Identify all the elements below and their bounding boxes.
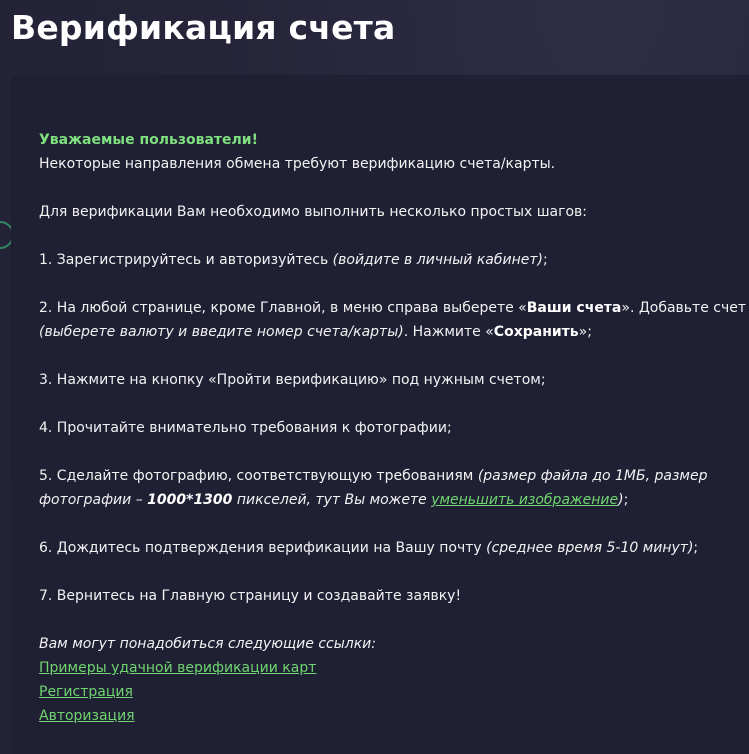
verification-examples-link[interactable]: Примеры удачной верификации карт (39, 660, 317, 676)
step-7: 7. Вернитесь на Главную страницу и создавайте заявку! (39, 588, 462, 604)
registration-link[interactable]: Регистрация (39, 684, 133, 700)
page-title: Верификация счета (11, 8, 396, 47)
step-2-bold-accounts: Ваши счета (526, 300, 622, 316)
authorization-link[interactable]: Авторизация (39, 708, 135, 724)
step-2-note: (выберете валюту и введите номер счета/карты) (39, 324, 404, 340)
step-5-note-b: фотографии – (39, 492, 148, 508)
step-5-note-d: ) (618, 492, 624, 508)
step-2-line-1 (39, 296, 747, 320)
step-5-note-c: пикселей, тут Вы можете (232, 492, 432, 508)
step-1-note: (войдите в личный кабинет) (332, 252, 543, 268)
step-2-end: »; (578, 324, 592, 340)
intro-text: Некоторые направления обмена требуют верификацию счета/карты. (39, 156, 556, 172)
step-5-note-a: (размер файла до 1МБ, размер (477, 468, 708, 484)
step-1 (39, 248, 729, 272)
step-1-end: ; (542, 252, 548, 268)
step-5-line-2 (39, 488, 729, 512)
resize-image-link[interactable]: уменьшить изображение (431, 492, 619, 508)
step-5-end: ; (623, 492, 629, 508)
content-panel (11, 75, 749, 754)
step-5-bold-size: 1000*1300 (147, 492, 233, 508)
step-2-line-2 (39, 320, 729, 344)
links-intro-text: Вам могут понадобиться следующие ссылки: (39, 636, 376, 652)
step-6-note: (среднее время 5-10 минут) (486, 540, 694, 556)
step-6 (39, 536, 729, 560)
step-2-bold-save: Сохранить (493, 324, 579, 340)
step-6-text: 6. Дождитесь подтверждения верификации на Вашу почту (39, 540, 487, 556)
step-6-end: ; (693, 540, 699, 556)
step-2-text-a: 2. На любой странице, кроме Главной, в меню справа выберете « (39, 300, 527, 316)
step-5-text: 5. Сделайте фотографию, соответствующую требованиям (39, 468, 478, 484)
step-4: 4. Прочитайте внимательно требования к фотографии; (39, 420, 452, 436)
steps-intro-text: Для верификации Вам необходимо выполнить несколько простых шагов: (39, 204, 588, 220)
step-2-text-c: . Нажмите « (403, 324, 494, 340)
step-3: 3. Нажмите на кнопку «Пройти верификацию» под нужным счетом; (39, 372, 546, 388)
step-5-line-1 (39, 464, 729, 488)
verification-instructions (39, 128, 747, 728)
step-2-text-b: ». Добавьте счет (621, 300, 747, 316)
greeting-text: Уважаемые пользователи! (39, 132, 258, 148)
step-1-text: 1. Зарегистрируйтесь и авторизуйтесь (39, 252, 333, 268)
